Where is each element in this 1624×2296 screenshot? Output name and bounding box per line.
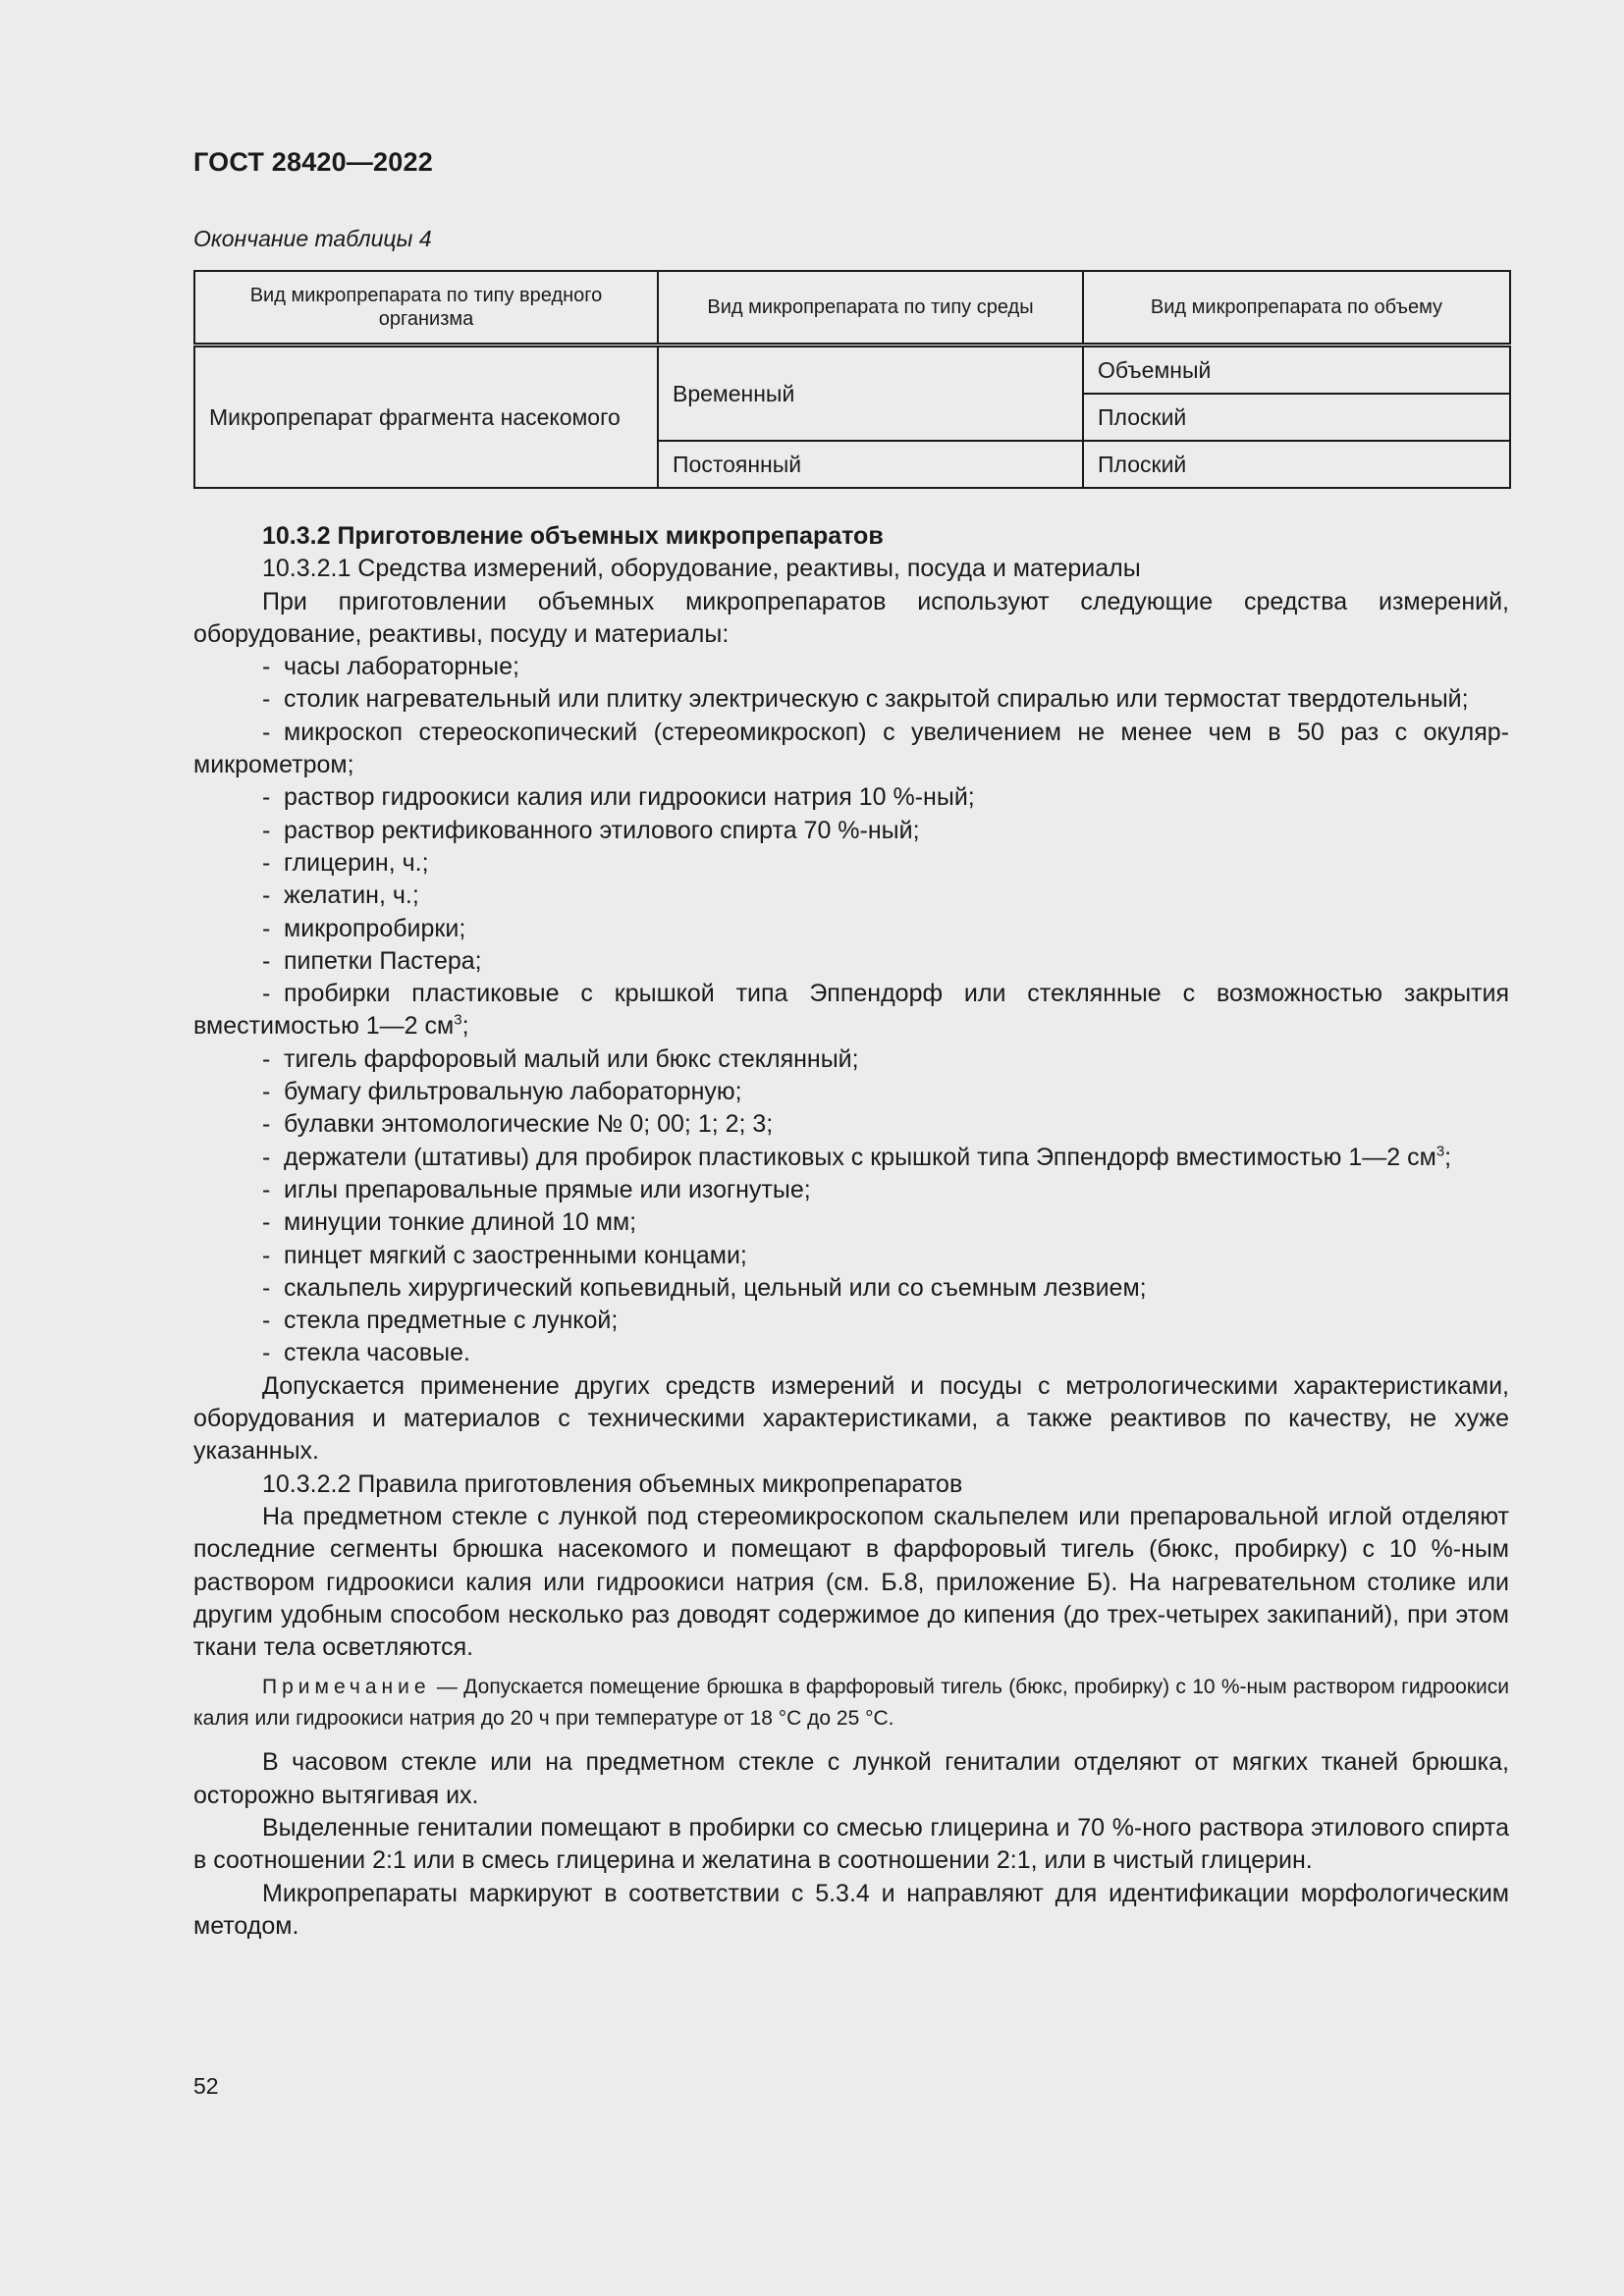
note-label: Примечание [262, 1676, 431, 1699]
procedure-paragraph: В часовом стекле или на предметном стекле с лункой гениталии отделяют от мягких тканей брюшка, осторожно вытягивая их. [193, 1748, 1509, 1809]
cell-env-permanent: Постоянный [658, 441, 1083, 488]
cell-env-temporary: Временный [658, 346, 1083, 442]
table-header-row [194, 271, 1510, 346]
list-item: - пинцет мягкий с заостренными концами; [262, 1241, 747, 1269]
list-item: - раствор гидроокиси калия или гидроокиси натрия 10 %-ный; [262, 783, 975, 812]
intro-paragraph: При приготовлении объемных микропрепаратов используют следующие средства измерений, оборудование, реактивы, посуду и материалы: [193, 587, 1509, 648]
procedure-paragraph: На предметном стекле с лункой под стереомикроскопом скальпелем или препаровальной иглой отделяют последние сегменты брюшка насекомого и помещают в фарфоровый тигель (бюкс, пробирку) с 10 %-ным раствором гидроокиси калия или гидроокиси натрия (см. Б.8, приложение Б). На нагревательном столике или другим удобным способом несколько раз доводят содержимое до кипения (до трех-четырех закипаний), при этом ткани тела осветляются. [193, 1502, 1509, 1662]
document-header: ГОСТ 28420—2022 [193, 147, 433, 177]
procedure-paragraph: Микропрепараты маркируют в соответствии с 5.3.4 и направляют для идентификации морфологическим методом. [193, 1879, 1509, 1940]
list-item: - часы лабораторные; [262, 653, 519, 681]
list-item: - глицерин, ч.; [262, 848, 429, 877]
list-item: - микроскоп стереоскопический (стереомикроскоп) с увеличением не менее чем в 50 раз с окуляр-микрометром; [193, 718, 1509, 779]
section-body [193, 520, 1509, 1943]
table-row [194, 346, 1510, 395]
subsection-heading: 10.3.2.1 Средства измерений, оборудование, реактивы, посуда и материалы [262, 555, 1141, 583]
list-item: - столик нагревательный или плитку электрическую с закрытой спиралью или термостат твердотельный; [262, 685, 1469, 714]
cell-volume: Плоский [1083, 394, 1510, 441]
procedure-paragraph: Выделенные гениталии помещают в пробирки со смесью глицерина и 70 %-ного раствора этилового спирта в соотношении 2:1 или в смесь глицерина и желатина в соотношении 2:1, или в чистый глицерин. [193, 1813, 1509, 1875]
list-item: - желатин, ч.; [262, 881, 419, 910]
subsection-heading: 10.3.2.2 Правила приготовления объемных микропрепаратов [262, 1469, 963, 1498]
column-header-organism: Вид микропрепарата по типу вредного организма [194, 271, 658, 346]
cell-volume: Объемный [1083, 346, 1510, 395]
column-header-volume: Вид микропрепарата по объему [1083, 271, 1510, 346]
equipment-list [193, 651, 1509, 1370]
cell-organism: Микропрепарат фрагмента насекомого [194, 346, 658, 489]
page-number: 52 [193, 2073, 219, 2099]
cell-volume: Плоский [1083, 441, 1510, 488]
list-item: - микропробирки; [262, 914, 466, 942]
list-item: - бумагу фильтровальную лабораторную; [262, 1078, 742, 1106]
section-heading: 10.3.2 Приготовление объемных микропрепаратов [262, 522, 884, 550]
list-item: - тигель фарфоровый малый или бюкс стеклянный; [262, 1044, 859, 1073]
column-header-environment: Вид микропрепарата по типу среды [658, 271, 1083, 346]
list-item: - пипетки Пастера; [262, 946, 482, 975]
allowance-paragraph: Допускается применение других средств измерений и посуды с метрологическими характеристиками, оборудования и материалов с техническими характеристиками, а также реактивов по качеству, не хуже указанных. [193, 1371, 1509, 1466]
list-item: - скальпель хирургический копьевидный, цельный или со съемным лезвием; [262, 1273, 1147, 1302]
list-item: - стекла часовые. [262, 1339, 470, 1367]
list-item: - стекла предметные с лункой; [262, 1307, 619, 1335]
list-item: - раствор ректификованного этилового спирта 70 %-ный; [262, 816, 920, 844]
note [193, 1672, 1509, 1735]
note-text: — Допускается помещение брюшка в фарфоровый тигель (бюкс, пробирку) с 10 %-ным раствором гидроокиси калия или гидроокиси натрия до 20 ч при температуре от 18 °С до 25 °С. [193, 1676, 1509, 1731]
list-item: - держатели (штативы) для пробирок пластиковых с крышкой типа Эппендорф вместимостью 1—2 $см^3$; [262, 1143, 1452, 1171]
table-4 [193, 270, 1511, 489]
list-item: - пробирки пластиковые с крышкой типа Эппендорф или стеклянные с возможностью закрытия вместимостью 1—2 $см^3$; [193, 980, 1509, 1041]
list-item: - булавки энтомологические № 0; 00; 1; 2; 3; [262, 1110, 774, 1139]
list-item: - иглы препаровальные прямые или изогнутые; [262, 1175, 811, 1203]
table-caption: Окончание таблицы 4 [193, 226, 432, 251]
list-item: - минуции тонкие длиной 10 мм; [262, 1208, 637, 1237]
